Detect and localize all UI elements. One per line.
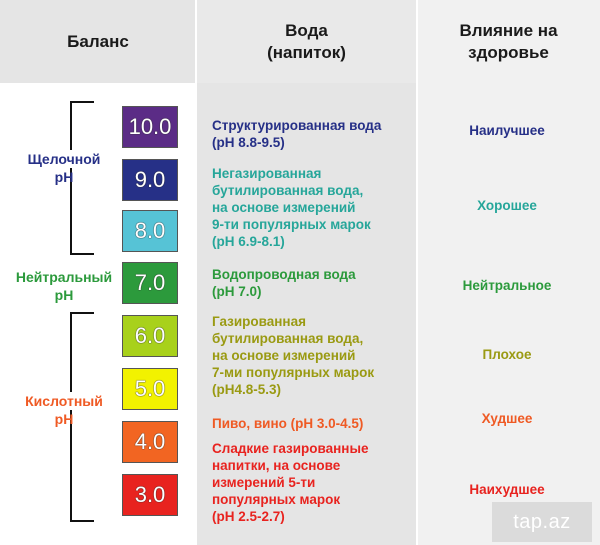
drink-line: (pH 2.5-2.7) [212, 509, 285, 524]
drink-line: измерений 5-ти [212, 475, 316, 490]
drink-line: бутилированная вода, [212, 183, 364, 198]
effects-column-bg [417, 83, 600, 545]
header-health-line2: здоровье [468, 42, 549, 62]
column-separator [416, 0, 418, 545]
drink-line: (pH 7.0) [212, 284, 262, 299]
ph-box-10 [122, 106, 178, 148]
drink-line: Газированная [212, 314, 306, 329]
drink-line: напитки, на основе [212, 458, 341, 473]
ph-value: 7.0 [134, 270, 166, 295]
drink-line: (pH 6.9-8.1) [212, 234, 285, 249]
drink-line: (pH4.8-5.3) [212, 382, 282, 397]
acidic-label-line1: Кислотный [14, 392, 114, 410]
drink-line: на основе измерений [212, 348, 356, 363]
ph-box-6 [122, 315, 178, 357]
alkaline-label [14, 150, 114, 186]
ph-value: 6.0 [134, 323, 166, 348]
effect-neutral: Нейтральное [462, 278, 552, 293]
ph-value: 5.0 [134, 376, 166, 401]
drink-line: Негазированная [212, 166, 322, 181]
neutral-label [4, 268, 124, 304]
header-health-line1: Влияние на [459, 20, 558, 40]
alkaline-label-line1: Щелочной [14, 150, 114, 168]
ph-box-4 [122, 421, 178, 463]
header-water-line2: (напиток) [267, 42, 346, 62]
ph-value: 4.0 [134, 429, 166, 454]
watermark-text: tap.az [513, 510, 571, 533]
drink-still-bottled-water [212, 165, 371, 250]
ph-box-9 [122, 159, 178, 201]
drink-line: Водопроводная вода [212, 267, 356, 282]
header-water [196, 0, 417, 83]
drink-line: 7-ми популярных марок [212, 365, 375, 380]
ph-value: 8.0 [134, 218, 166, 243]
ph-value: 9.0 [134, 167, 166, 192]
column-separator [195, 0, 197, 545]
ph-box-3 [122, 474, 178, 516]
drink-sweet-soda [212, 440, 369, 525]
drink-line: Сладкие газированные [212, 441, 369, 456]
effect-worse: Худшее [481, 411, 533, 426]
drink-line: популярных марок [212, 492, 341, 507]
drink-sparkling-bottled-water [212, 313, 374, 398]
header-health [417, 0, 600, 83]
neutral-label-line2: pH [54, 287, 74, 303]
watermark-logo [492, 502, 592, 542]
ph-value: 10.0 [128, 114, 172, 139]
drink-line: Пиво, вино (pH 3.0-4.5) [212, 416, 364, 431]
drink-tap-water [212, 266, 356, 300]
header-water-line1: Вода [285, 20, 328, 40]
ph-box-8 [122, 210, 178, 252]
header-balance-label: Баланс [67, 31, 129, 51]
drink-line: бутилированная вода, [212, 331, 364, 346]
effect-best: Наилучшее [469, 123, 545, 138]
effect-worst: Наихудшее [469, 482, 545, 497]
drink-line: 9-ти популярных марок [212, 217, 371, 232]
drink-beer-wine [212, 415, 363, 432]
ph-box-5 [122, 368, 178, 410]
acidic-label-line2: pH [54, 411, 74, 427]
effect-bad: Плохое [482, 347, 532, 362]
drink-line: на основе измерений [212, 200, 356, 215]
drink-line: Структурированная вода [212, 118, 382, 133]
ph-value: 3.0 [134, 482, 166, 507]
alkaline-label-line2: pH [54, 169, 74, 185]
ph-box-7 [122, 262, 178, 304]
neutral-label-line1: Нейтральный [15, 269, 113, 285]
drink-line: (pH 8.8-9.5) [212, 135, 285, 150]
acidic-label [14, 392, 114, 428]
header-balance [0, 0, 196, 83]
drink-structured-water [212, 117, 381, 151]
effect-good: Хорошее [477, 198, 537, 213]
